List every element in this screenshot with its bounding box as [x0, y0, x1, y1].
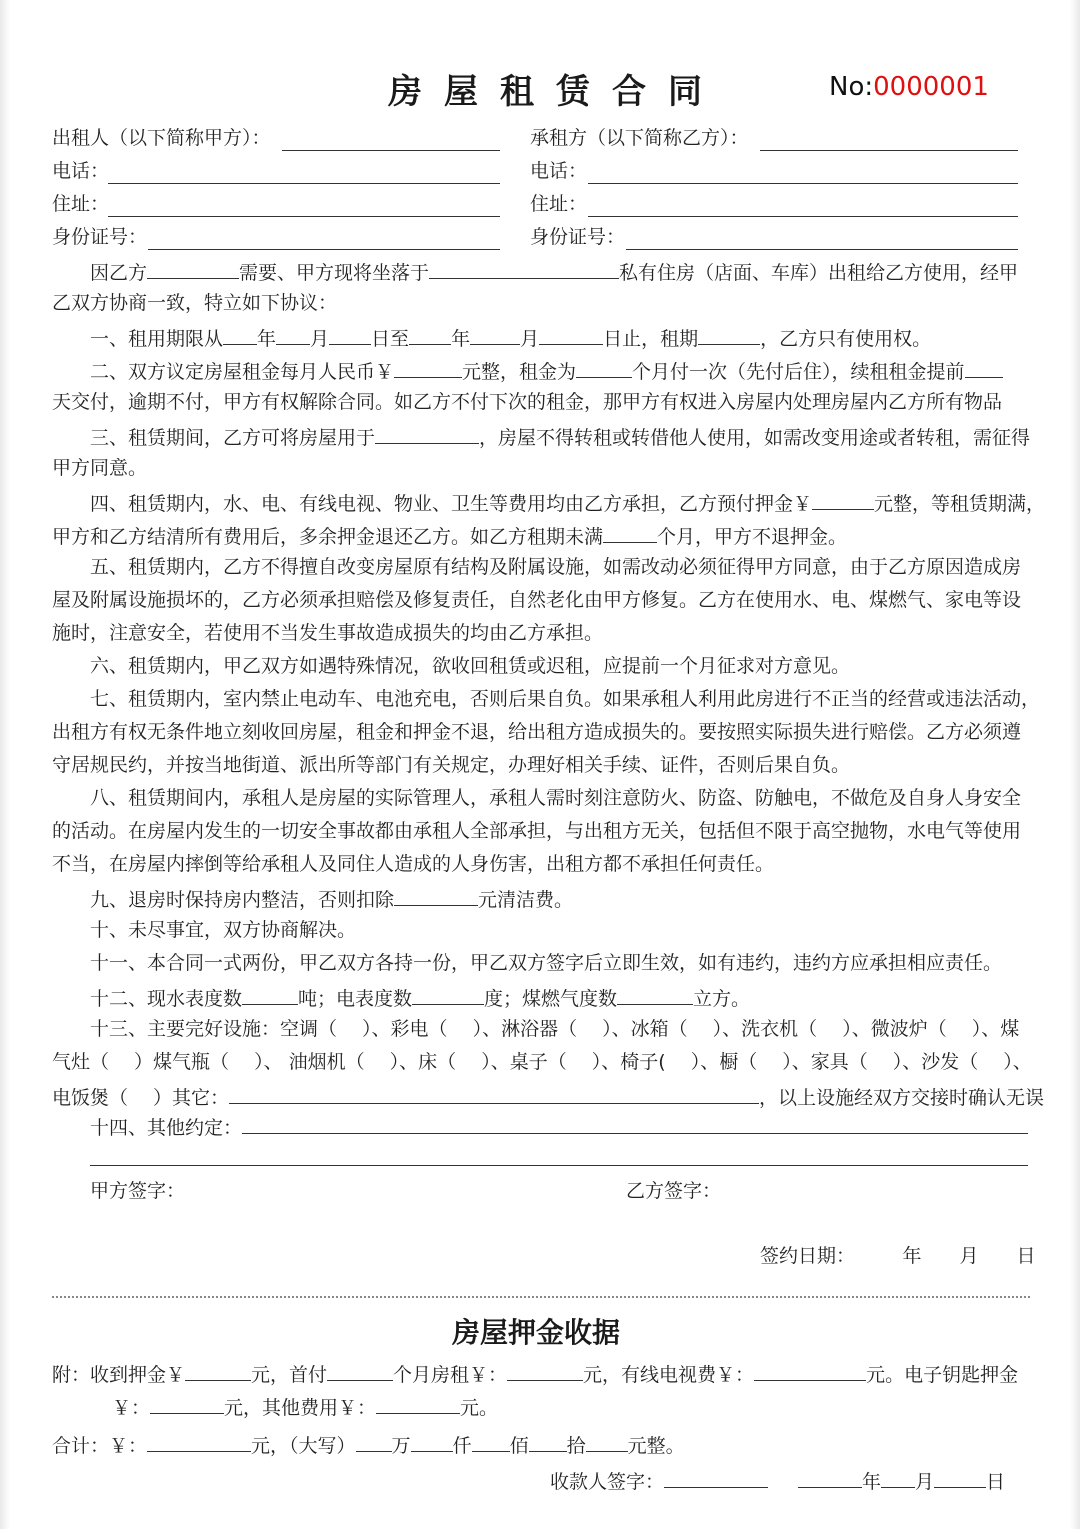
clause-text: 二、双方议定房屋租金每月人民币￥: [90, 361, 395, 383]
start-year-blank[interactable]: [223, 320, 257, 345]
clause-text: 立方。: [693, 988, 751, 1010]
page-shadow-right: [1070, 0, 1080, 1529]
clause-1: [90, 320, 931, 356]
tear-line-divider: [52, 1296, 1030, 1298]
clause-3: [90, 419, 1030, 455]
clause-8: 八、租赁期间内，承租人是房屋的实际管理人，承租人需时刻注意防火、防盗、防触电，不做危及自身人身安全: [90, 787, 1022, 809]
rent-paid-blank[interactable]: [507, 1356, 583, 1381]
receipt-line-2: [112, 1389, 498, 1425]
pay-months-blank[interactable]: [576, 353, 632, 378]
advance-days-blank[interactable]: [965, 353, 1003, 378]
clause-text: 三、租赁期间，乙方可将房屋用于: [90, 427, 376, 449]
clause-2: [90, 353, 1003, 389]
receipt-text: 仟: [452, 1435, 472, 1457]
lessee-phone-field[interactable]: [588, 183, 1018, 184]
receipt-text: 元，有线电视费￥：: [583, 1364, 755, 1386]
serial-value: 0000001: [873, 72, 989, 102]
clause-text: 一、租用期限从: [90, 328, 224, 350]
lessee-field[interactable]: [760, 150, 1018, 151]
page-shadow-left: [0, 0, 10, 1529]
receipt-line-1: [52, 1356, 1018, 1392]
receipt-text: 元。: [460, 1397, 499, 1419]
start-day-blank[interactable]: [329, 320, 371, 345]
qian-blank[interactable]: [411, 1427, 453, 1452]
lessor-id-label: 身份证号：: [52, 226, 148, 248]
clause-text: 月: [520, 328, 540, 350]
receipt-text: 佰: [509, 1435, 529, 1457]
clause-text: ，以上设施经双方交接时确认无误: [759, 1087, 1045, 1109]
serial-label: No:: [829, 72, 874, 102]
payee-signature-label: 收款人签字：: [550, 1471, 665, 1493]
clause-9: [90, 881, 573, 917]
receipt-text: 合计：￥：: [52, 1435, 148, 1457]
clause-8-cont: 的活动。在房屋内发生的一切安全事故都由承租人全部承担，与出租方无关，包括但不限于高空抛物，水电气等使用: [52, 820, 1022, 842]
cleaning-fee-blank[interactable]: [394, 881, 478, 906]
clause-5-cont: 施时，注意安全，若使用不当发生事故造成损失的均由乙方承担。: [52, 622, 604, 644]
clause-2-cont: 天交付，逾期不付，甲方有权解除合同。如乙方不付下次的租金，那甲方有权进入房屋内处理房屋内乙方所有物品: [52, 391, 1003, 413]
clause-text: 元整，等租赁期满，: [874, 493, 1046, 515]
receipt-text: 拾: [566, 1435, 586, 1457]
receipt-text: 附：收到押金￥: [52, 1364, 186, 1386]
water-meter-blank[interactable]: [242, 980, 298, 1005]
intro-text: 因乙方: [90, 262, 148, 284]
end-year-blank[interactable]: [409, 320, 451, 345]
clause-text: 个月付一次（先付后住），续租租金提前: [632, 361, 965, 383]
clause-text: 十二、现水表度数: [90, 988, 243, 1010]
usage-blank[interactable]: [375, 419, 479, 444]
clause-3-cont: 甲方同意。: [52, 457, 148, 479]
clause-14: 十四、其他约定：: [90, 1117, 243, 1139]
deposit-blank[interactable]: [812, 485, 874, 510]
electric-meter-blank[interactable]: [412, 980, 484, 1005]
key-deposit-blank[interactable]: [150, 1389, 224, 1414]
clause-text: 甲方和乙方结清所有费用后，多余押金退还乙方。如乙方租期未满: [52, 526, 604, 548]
lessor-phone-label: 电话：: [52, 160, 110, 182]
lessor-phone-field[interactable]: [108, 183, 500, 184]
clause-text: 个月，甲方不退押金。: [657, 526, 848, 548]
clause-8-cont: 不当，在房屋内摔倒等给承租人及同住人造成的人身伤害，出租方都不承担任何责任。: [52, 853, 775, 875]
sign-date: 签约日期： 年 月 日: [760, 1245, 1036, 1267]
lessor-id-field[interactable]: [148, 249, 500, 250]
other-facilities-blank[interactable]: [229, 1079, 759, 1104]
intro-line-1: [90, 254, 1018, 290]
page-title: 房屋租赁合同: [388, 72, 724, 112]
end-day-blank[interactable]: [539, 320, 603, 345]
purpose-blank[interactable]: [147, 254, 239, 279]
party-b-signature-label: 乙方签字：: [626, 1180, 722, 1202]
lessee-address-field[interactable]: [588, 216, 1018, 217]
receipt-line-4: [550, 1463, 1005, 1499]
clause-7-cont: 出租方有权无条件地立刻收回房屋，租金和押金不退，给出租方造成损失的。要按照实际损失进行赔偿。乙方必须遵: [52, 721, 1022, 743]
intro-line-2: 乙双方协商一致，特立如下协议：: [52, 292, 338, 314]
lessor-label: 出租人（以下简称甲方）：: [52, 127, 271, 149]
receipt-text: 元整。: [627, 1435, 685, 1457]
lessee-address-label: 住址：: [530, 193, 588, 215]
lessee-id-field[interactable]: [626, 249, 1018, 250]
receipt-text: 万: [391, 1435, 411, 1457]
receipt-text: 元，其他费用￥：: [224, 1397, 377, 1419]
clause-text: 四、租赁期内，水、电、有线电视、物业、卫生等费用均由乙方承担，乙方预付押金￥: [90, 493, 813, 515]
clause-7-cont: 守居规民约，并按当地街道、派出所等部门有关规定，办理好相关手续、证件，否则后果自负。: [52, 754, 851, 776]
receipt-text: ￥：: [112, 1397, 151, 1419]
clause-text: 九、退房时保持房内整洁，否则扣除: [90, 889, 395, 911]
clause-text: ，房屋不得转租或转借他人使用，如需改变用途或者转租，需征得: [479, 427, 1031, 449]
first-months-blank[interactable]: [327, 1356, 393, 1381]
clause-5: 五、租赁期内，乙方不得擅自改变房屋原有结构及附属设施，如需改动必须征得甲方同意，由于乙方原因造成房: [90, 556, 1022, 578]
clause-text: 日至: [371, 328, 410, 350]
term-blank[interactable]: [698, 320, 760, 345]
receipt-title: 房屋押金收据: [452, 1316, 621, 1349]
lessor-address-field[interactable]: [108, 216, 500, 217]
clause-text: 吨；电表度数: [298, 988, 413, 1010]
receipt-text: 元，首付: [251, 1364, 328, 1386]
receipt-line-3: [52, 1427, 685, 1463]
clause-13-cont: 气灶（ ）煤气瓶（ ）、 油烟机（ ）、床（ ）、桌子（ ）、椅子( ）、橱（ ）、家具（ ）、沙发（ ）、: [52, 1051, 1032, 1073]
clause-4: [90, 485, 1045, 521]
other-terms-field-2[interactable]: [90, 1165, 1028, 1166]
other-fees-blank[interactable]: [376, 1389, 460, 1414]
receipt-text: 个月房租￥：: [393, 1364, 508, 1386]
clause-6: 六、租赁期内，甲乙双方如遇特殊情况，欲收回租赁或迟租，应提前一个月征求对方意见。: [90, 655, 851, 677]
clause-12: [90, 980, 750, 1016]
lessor-address-label: 住址：: [52, 193, 110, 215]
clause-11: 十一、本合同一式两份，甲乙双方各持一份，甲乙双方签字后立即生效，如有违约，违约方应承担相应责任。: [90, 952, 1003, 974]
intro-text: 需要、甲方现将坐落于: [239, 262, 430, 284]
total-amount-blank[interactable]: [147, 1427, 251, 1452]
clause-text: 年: [451, 328, 471, 350]
deposit-received-blank[interactable]: [185, 1356, 251, 1381]
clause-text: 日止，租期: [603, 328, 699, 350]
payee-signature-blank[interactable]: [664, 1463, 768, 1488]
receipt-text: 元。电子钥匙押金: [866, 1364, 1019, 1386]
clause-5-cont: 屋及附属设施损坏的，乙方必须承担赔偿及修复责任，自然老化由甲方修复。乙方在使用水、电、煤燃气、家电等设: [52, 589, 1022, 611]
receipt-text: 日: [986, 1471, 1006, 1493]
clause-text: 电饭煲（ ）其它：: [52, 1087, 230, 1109]
clause-text: 元清洁费。: [478, 889, 574, 911]
receipt-day-blank[interactable]: [934, 1463, 986, 1488]
clause-text: 元整，租金为: [462, 361, 577, 383]
bai-blank[interactable]: [529, 1427, 567, 1452]
clause-text: 年: [257, 328, 277, 350]
receipt-text: 月: [915, 1471, 935, 1493]
other-terms-field[interactable]: [242, 1133, 1028, 1134]
cable-fee-blank[interactable]: [754, 1356, 866, 1381]
rent-amount-blank[interactable]: [394, 353, 462, 378]
min-months-blank[interactable]: [603, 518, 657, 543]
intro-text: 私有住房（店面、车库）出租给乙方使用，经甲: [619, 262, 1019, 284]
gas-meter-blank[interactable]: [617, 980, 693, 1005]
end-month-blank[interactable]: [470, 320, 520, 345]
wan-blank[interactable]: [356, 1427, 392, 1452]
clause-4-cont: [52, 518, 847, 554]
clause-13: 十三、主要完好设施：空调（ ）、彩电（ ）、淋浴器（ ）、冰箱（ ）、洗衣机（ ）、微波炉（ ）、煤: [90, 1018, 1020, 1040]
lessor-field[interactable]: [282, 150, 500, 151]
receipt-year-blank[interactable]: [798, 1463, 862, 1488]
location-blank[interactable]: [429, 254, 619, 279]
clause-13-cont: [52, 1079, 1044, 1115]
clause-7: 七、租赁期内，室内禁止电动车、电池充电，否则后果自负。如果承租人利用此房进行不正当的经营或违法活动，: [90, 688, 1041, 710]
clause-text: 度；煤燃气度数: [484, 988, 618, 1010]
receipt-text: 元，（大写）: [251, 1435, 356, 1457]
shi-blank[interactable]: [586, 1427, 628, 1452]
bai-blank[interactable]: [472, 1427, 510, 1452]
clause-text: 月: [310, 328, 330, 350]
clause-text: ，乙方只有使用权。: [760, 328, 932, 350]
lessee-id-label: 身份证号：: [530, 226, 626, 248]
start-month-blank[interactable]: [276, 320, 310, 345]
receipt-month-blank[interactable]: [881, 1463, 915, 1488]
lessee-label: 承租方（以下简称乙方）：: [530, 127, 749, 149]
clause-10: 十、未尽事宜，双方协商解决。: [90, 919, 357, 941]
receipt-text: 年: [862, 1471, 882, 1493]
party-a-signature-label: 甲方签字：: [90, 1180, 186, 1202]
serial-number: [829, 72, 989, 102]
lessee-phone-label: 电话：: [530, 160, 588, 182]
